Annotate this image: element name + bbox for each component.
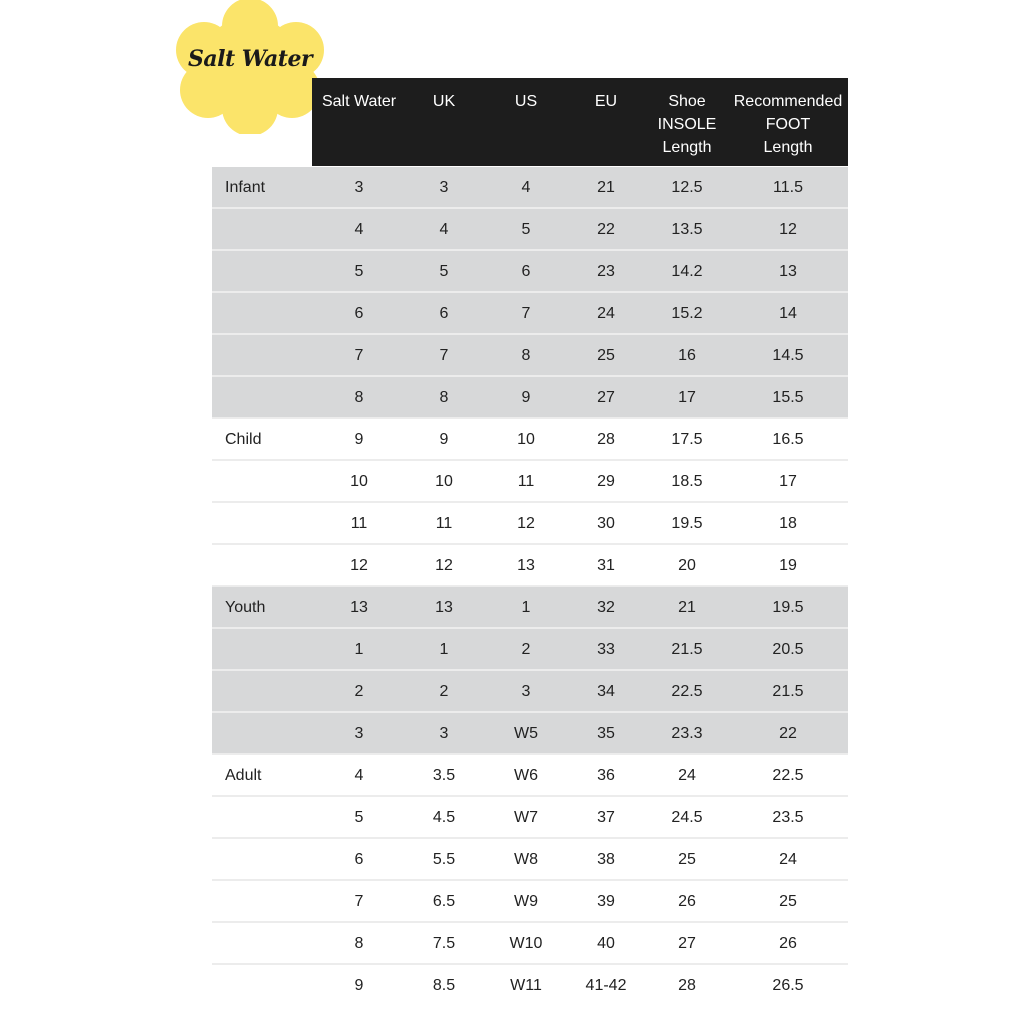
column-header-line: Shoe [668,93,706,110]
table-cell: 22.5 [671,683,703,700]
table-cell: 18.5 [671,473,703,490]
table-cell: 25 [678,851,696,868]
table-cell: 7 [354,893,364,910]
table-cell: W9 [514,893,538,910]
table-cell: 2 [354,683,364,700]
table-cell: 5 [354,809,364,826]
table-cell: 24 [779,851,797,868]
table-cell: 8 [521,347,531,364]
table-cell: 24 [678,767,696,784]
table-row [212,293,848,335]
table-row [212,797,848,839]
table-cell: 27 [678,935,696,952]
table-cell: 28 [678,977,696,994]
table-cell: 40 [597,935,615,952]
table-cell: 16.5 [772,431,804,448]
table-cell: 26.5 [772,977,804,994]
table-cell: 20 [678,557,696,574]
table-cell: 35 [597,725,615,742]
table-cell: 28 [597,431,615,448]
table-cell: 19 [779,557,797,574]
table-cell: 6 [439,305,449,322]
table-cell: W10 [509,935,543,952]
table-cell: 14.5 [772,347,804,364]
table-cell: W8 [514,851,538,868]
column-header-0 [322,90,396,113]
column-header-line: Salt Water [321,93,397,110]
size-table-body [212,167,848,1007]
table-cell: 15.2 [671,305,703,322]
table-cell: 11 [350,515,368,532]
table-cell: W11 [510,977,542,994]
table-cell: 26 [779,935,797,952]
table-cell: 38 [597,851,615,868]
table-cell: 14 [779,305,797,322]
table-row [212,671,848,713]
table-cell: 13 [350,599,368,616]
table-row [212,881,848,923]
table-row [212,377,848,419]
table-cell: 5 [439,263,449,280]
table-row [212,419,848,461]
table-cell: 2 [521,641,531,658]
table-cell: 21 [597,179,615,196]
table-row [212,755,848,797]
logo-text: Salt Water [187,46,313,72]
table-cell: 16 [678,347,696,364]
table-cell: 23 [597,263,615,280]
table-cell: 17 [779,473,797,490]
table-cell: 4 [439,221,449,238]
table-cell: 1 [439,641,449,658]
table-cell: 27 [597,389,615,406]
table-cell: 22.5 [772,767,804,784]
table-cell: 6 [354,851,364,868]
table-cell: 14.2 [671,263,703,280]
table-cell: 2 [439,683,449,700]
salt-water-logo [164,0,336,134]
column-header-line: FOOT [765,116,811,133]
table-cell: 17.5 [671,431,703,448]
table-cell: 10 [517,431,535,448]
table-row [212,167,848,209]
table-row [212,965,848,1007]
table-cell: 22 [597,221,615,238]
table-cell: 1 [521,599,531,616]
table-cell: 37 [597,809,615,826]
column-header-4 [658,90,717,159]
column-header-line: US [514,93,538,110]
column-header-2 [515,90,537,113]
table-cell: 13 [779,263,797,280]
table-cell: 3 [354,725,364,742]
table-row [212,251,848,293]
table-cell: 26 [678,893,696,910]
table-cell: 3.5 [432,767,456,784]
category-label: Child [225,431,262,448]
table-cell: 21 [678,599,696,616]
table-cell: 7 [354,347,364,364]
table-cell: 3 [354,179,364,196]
table-cell: 7 [439,347,449,364]
table-cell: 5 [354,263,364,280]
table-cell: 7 [521,305,531,322]
table-cell: 25 [597,347,615,364]
table-cell: 12.5 [671,179,703,196]
table-cell: 41-42 [585,977,627,994]
column-header-1 [433,90,455,113]
table-cell: 33 [597,641,615,658]
table-cell: 3 [439,179,449,196]
table-cell: 18 [779,515,797,532]
table-cell: 10 [435,473,453,490]
table-cell: 4 [354,767,364,784]
table-row [212,335,848,377]
table-cell: 12 [779,221,797,238]
table-cell: 8.5 [432,977,456,994]
table-cell: 8 [439,389,449,406]
column-header-line: Length [662,139,712,156]
table-cell: 6.5 [432,893,456,910]
table-cell: 30 [597,515,615,532]
table-cell: 32 [597,599,615,616]
table-cell: 4 [354,221,364,238]
table-cell: 19.5 [671,515,703,532]
category-label: Adult [225,767,262,784]
table-cell: W5 [514,725,538,742]
table-row [212,209,848,251]
column-header-line: Recommended [733,93,843,110]
table-cell: 21.5 [671,641,703,658]
table-cell: 12 [435,557,453,574]
table-cell: 11 [435,515,453,532]
table-header [312,78,848,166]
table-cell: 24 [597,305,615,322]
table-cell: W6 [514,767,538,784]
table-cell: 9 [354,431,364,448]
table-cell: 1 [354,641,364,658]
table-cell: 10 [350,473,368,490]
column-header-line: UK [432,93,456,110]
table-cell: 20.5 [772,641,804,658]
category-label: Youth [225,599,266,616]
table-row [212,629,848,671]
table-cell: 13.5 [671,221,703,238]
table-cell: 31 [597,557,615,574]
table-cell: 36 [597,767,615,784]
table-row [212,461,848,503]
table-cell: 24.5 [671,809,703,826]
table-cell: 19.5 [772,599,804,616]
table-row [212,587,848,629]
column-header-line: INSOLE [657,116,717,133]
table-row [212,503,848,545]
table-cell: 4.5 [432,809,456,826]
table-cell: 23.5 [772,809,804,826]
column-header-line: Length [763,139,813,156]
table-cell: 8 [354,389,364,406]
table-cell: 12 [517,515,535,532]
table-row [212,713,848,755]
table-cell: 15.5 [772,389,804,406]
table-cell: 9 [521,389,531,406]
table-cell: 17 [678,389,696,406]
table-cell: 21.5 [772,683,804,700]
table-cell: 12 [350,557,368,574]
column-header-line: EU [594,93,618,110]
column-header-5 [734,90,843,159]
category-label: Infant [225,179,266,196]
table-cell: 39 [597,893,615,910]
table-cell: 7.5 [432,935,456,952]
table-cell: 5.5 [432,851,456,868]
table-cell: 23.3 [671,725,703,742]
table-cell: 11.5 [773,179,803,196]
table-cell: 3 [439,725,449,742]
column-header-3 [595,90,617,113]
table-row [212,839,848,881]
table-cell: 5 [521,221,531,238]
table-cell: W7 [514,809,538,826]
table-cell: 9 [354,977,364,994]
table-cell: 29 [597,473,615,490]
table-cell: 8 [354,935,364,952]
table-cell: 6 [354,305,364,322]
table-cell: 4 [521,179,531,196]
table-cell: 13 [517,557,535,574]
table-cell: 22 [779,725,797,742]
table-row [212,545,848,587]
table-row [212,923,848,965]
table-cell: 25 [779,893,797,910]
table-cell: 11 [517,473,535,490]
table-cell: 6 [521,263,531,280]
table-cell: 13 [435,599,453,616]
table-cell: 34 [597,683,615,700]
table-cell: 9 [439,431,449,448]
table-cell: 3 [521,683,531,700]
